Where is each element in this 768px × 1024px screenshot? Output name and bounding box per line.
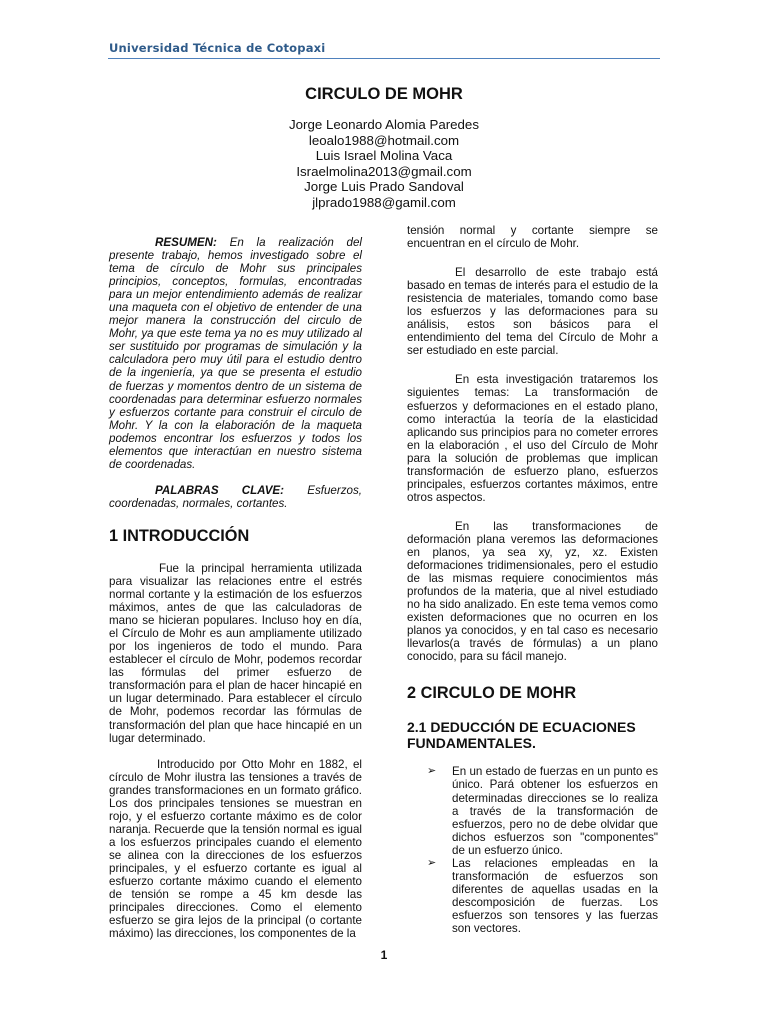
abstract: [109, 236, 362, 471]
keywords-label: PALABRAS CLAVE:: [155, 483, 285, 497]
page-number: 1: [380, 948, 388, 962]
body-paragraph: tensión normal y cortante siempre se encuentran en el círculo de Mohr.: [407, 224, 658, 251]
body-paragraph: En las transformaciones de deformación plana veremos las deformaciones en planos, ya sea xy, yz, xz. Existen deformaciones tridimensionales, pero el estudio de las mismas requiere conocimientos más profundos de la materia, que al nivel estudiado no ha sido analizado. En este tema vemos como existen deformaciones que no ocurren en los planos ya conocidos, y en tal caso es necesario llevarlos(a través de fórmulas) a un plano conocido, para su fácil manejo.: [407, 519, 658, 664]
running-header: Universidad Técnica de Cotopaxi: [109, 41, 326, 55]
arrowhead-bullet-icon: ➢: [427, 856, 437, 869]
list-item-text: Las relaciones empleadas en la transformación de esfuerzos son diferentes de aquellas usadas en la descomposición de fuerzas. Los esfuerzos son tensores y las fuerzas son vectores.: [452, 856, 658, 935]
body-paragraph: En esta investigación trataremos los siguientes temas: La transformación de esfuerzos y deformaciones en el estado plano, como interactúa la teoría de la elasticidad aplicando sus principios para no cometer errores en la elaboración , el uso del Círculo de Mohr para la solución de problemas que implican transformación de esfuerzo plano, esfuerzos principales, esfuerzos cortantes máximos, entre otros aspectos.: [407, 373, 658, 504]
list-item-text: En un estado de fuerzas en un punto es único. Pará obtener los esfuerzos en determinadas direcciones se lo realiza a través de la transformación de esfuerzos, pero no de debe olvidar que dichos esfuerzos son "componentes" de un esfuerzo único.: [452, 765, 658, 857]
author-name: Jorge Luis Prado Sandoval: [304, 179, 464, 195]
abstract-label: RESUMEN:: [155, 236, 217, 249]
section-heading-circulo-de-mohr: 2 CIRCULO DE MOHR: [407, 684, 577, 703]
body-paragraph: Introducido por Otto Mohr en 1882, el círculo de Mohr ilustra las tensiones a través de grandes transformaciones en un formato gráfico. Los dos principales tensiones se muestran en rojo, y el esfuerzo cortante máximo es de color naranja. Recuerde que la tensión normal es igual a los esfuerzos principales cuando el elemento se alinea con la direcciones de los esfuerzos principales, y el esfuerzo cortante es igual al esfuerzo cortante máximo cuando el elemento de tensión se rompe a 45 km desde las principales direcciones. Como el elemento esfuerzo se gira lejos de la principal (o cortante máximo) las direcciones, los componentes de la: [109, 757, 362, 941]
body-paragraph: Fue la principal herramienta utilizada para visualizar las relaciones entre el estrés normal cortante y la estimación de los esfuerzos máximos, antes de que las calculadoras de mano se hicieran populares. Incluso hoy en día, el Círculo de Mohr es aun ampliamente utilizado por los ingenieros de todo el mundo. Para establecer el círculo de Mohr, podemos recordar las fórmulas del primer esfuerzo de transformación para el plan de hacer hincapié en un lugar determinado. Para establecer el círculo de Mohr, podemos recordar las fórmulas de transformación del plan que hace hincapié en un lugar determinado.: [109, 561, 362, 745]
left-column: [109, 236, 362, 940]
author-email: leoalo1988@hotmail.com: [308, 132, 460, 148]
header-rule: [108, 58, 660, 59]
right-column: [407, 224, 658, 935]
author-name: Luis Israel Molina Vaca: [315, 148, 453, 164]
section-heading-introduccion: 1 INTRODUCCIÓN: [109, 526, 250, 545]
bullet-list: [407, 765, 658, 935]
author-name: Jorge Leonardo Alomia Paredes: [289, 117, 479, 132]
keywords-text: Esfuerzos, coordenadas, normales, cortantes.: [109, 483, 362, 510]
paper-title: CIRCULO DE MOHR: [305, 85, 463, 103]
subsection-heading: 2.1 DEDUCCIÓN DE ECUACIONES FUNDAMENTALES.: [407, 719, 636, 752]
list-item: [407, 765, 658, 856]
abstract-text: En la realización del presente trabajo, hemos investigado sobre el tema de círculo de Mohr sus principales principios, conceptos, formulas, encontradas para un mejor entendimiento además de realizar una maqueta con el objetivo de entender de una mejor manera la construcción del circulo de Mohr, ya que este tema ya no es muy utilizado al ser sustituido por programas de simulación y la calculadora pero muy útil para el estudio dentro de la ingeniería, ya que se presenta el estudio de fuerzas y momentos dentro de un sistema de coordenadas para determinar esfuerzo normales y esfuerzos cortante para construir el circulo de Mohr. Y la con la elaboración de la maqueta podemos encontrar los esfuerzos y todos los elementos que interactúan en nuestro sistema de coordenadas.: [109, 236, 362, 471]
author-email: Israelmolina2013@gmail.com: [296, 163, 472, 179]
author-block: [0, 117, 768, 211]
arrowhead-bullet-icon: ➢: [427, 765, 437, 778]
list-item: [407, 857, 658, 935]
body-paragraph: El desarrollo de este trabajo está basado en temas de interés para el estudio de la resistencia de materiales, tomando como base los esfuerzos y las deformaciones para su análisis, estos son básicos para el entendimiento del tema del Círculo de Mohr a ser estudiado en este parcial.: [407, 266, 658, 358]
keywords: [109, 484, 362, 510]
author-email: jlprado1988@gamil.com: [312, 194, 456, 210]
